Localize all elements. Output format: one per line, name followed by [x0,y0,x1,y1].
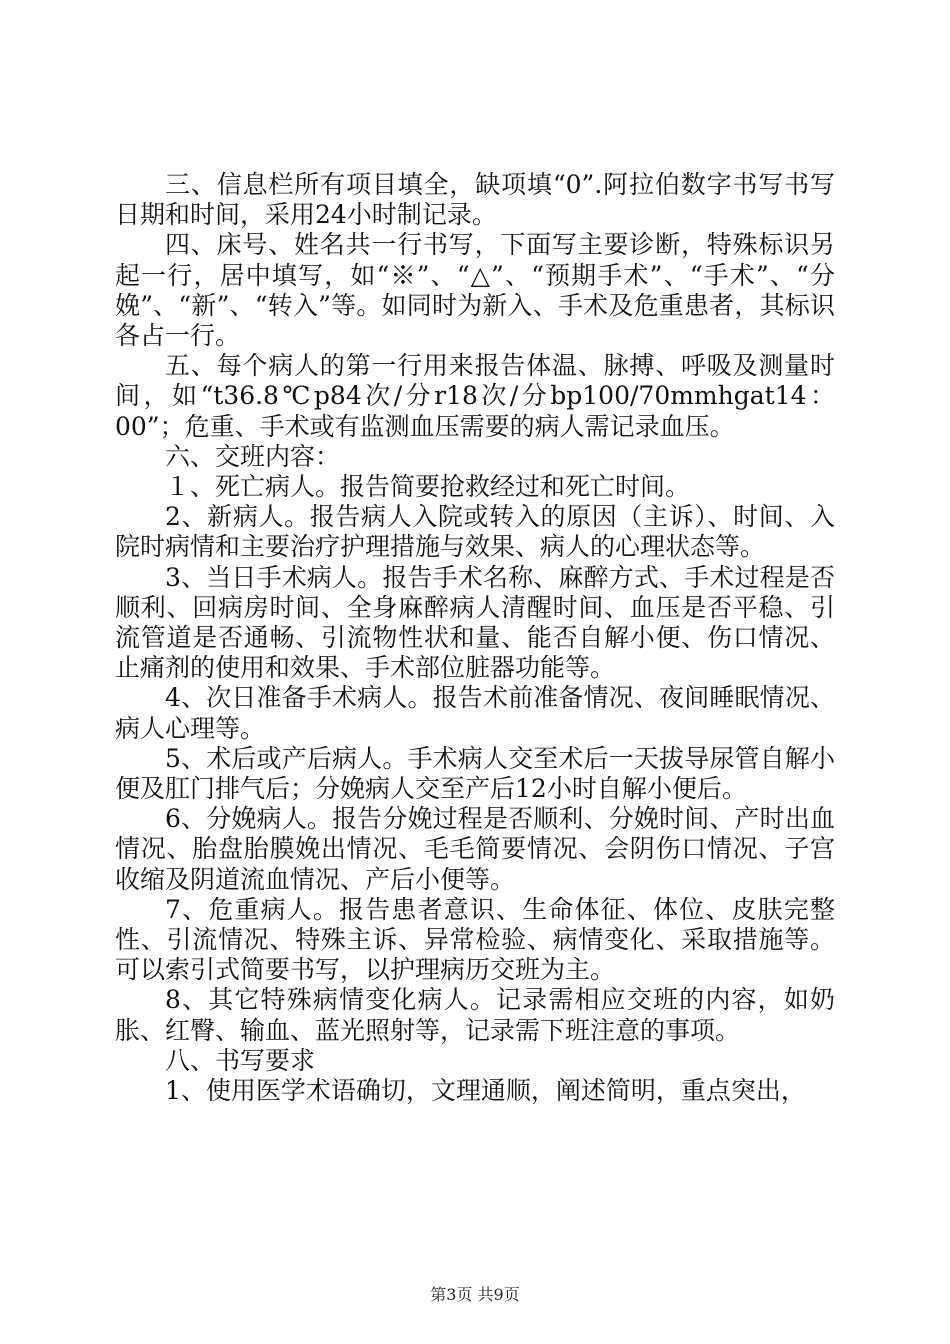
paragraph-bed-name: 四、床号、姓名共一行书写，下面写主要诊断，特殊标识另起一行，居中填写，如“※”、“△”、“预期手术”、“手术”、“分娩”、“新”、“转入”等。如同时为新入、手术及危重患者，其标识各占一行。 [115,230,835,351]
paragraph-special-patient: 8、其它特殊病情变化病人。记录需相应交班的内容，如奶胀、红臀、输血、蓝光照射等，记录需下班注意的事项。 [115,985,835,1045]
document-body [115,170,835,1106]
paragraph-new-patient: 2、新病人。报告病人入院或转入的原因（主诉）、时间、入院时病情和主要治疗护理措施与效果、病人的心理状态等。 [115,502,835,562]
paragraph-requirement-1: 1、使用医学术语确切，文理通顺，阐述简明，重点突出， [165,1076,806,1106]
paragraph-critical-patient: 7、危重病人。报告患者意识、生命体征、体位、皮肤完整性、引流情况、特殊主诉、异常检验、病情变化、采取措施等。可以索引式简要书写，以护理病历交班为主。 [115,894,835,985]
paragraph-writing-requirements: 八、书写要求 [165,1045,316,1075]
paragraph-surgery-today: 3、当日手术病人。报告手术名称、麻醉方式、手术过程是否顺利、回病房时间、全身麻醉病人清醒时间、血压是否平稳、引流管道是否通畅、引流物性状和量、能否自解小便、伤口情况、止痛剂的使用和效果、手术部位脏器功能等。 [115,562,835,683]
paragraph-surgery-tomorrow: 4、次日准备手术病人。报告术前准备情况、夜间睡眠情况、病人心理等。 [115,683,835,743]
paragraph-delivery-patient: 6、分娩病人。报告分娩过程是否顺利、分娩时间、产时出血情况、胎盘胎膜娩出情况、毛毛简要情况、会阴伤口情况、子宫收缩及阴道流血情况、产后小便等。 [115,804,835,894]
page-number-footer: 第3页 共9页 [430,1285,520,1304]
paragraph-postoperative: 5、术后或产后病人。手术病人交至术后一天拔导尿管自解小便及肛门排气后；分娩病人交至产后12小时自解小便后。 [115,743,835,804]
paragraph-vital-signs: 五、每个病人的第一行用来报告体温、脉搏、呼吸及测量时间，如“t36.8℃p84次/分r18次/分bp100/70mmhgat14：00”；危重、手术或有监测血压需要的病人需记录血压。 [115,351,835,441]
paragraph-death-patient: １、死亡病人。报告简要抢救经过和死亡时间。 [165,472,691,502]
paragraph-info-column: 三、信息栏所有项目填全，缺项填“0”.阿拉伯数字书写书写日期和时间，采用24小时制记录。 [115,170,835,230]
paragraph-handover-heading: 六、交班内容： [165,441,341,471]
